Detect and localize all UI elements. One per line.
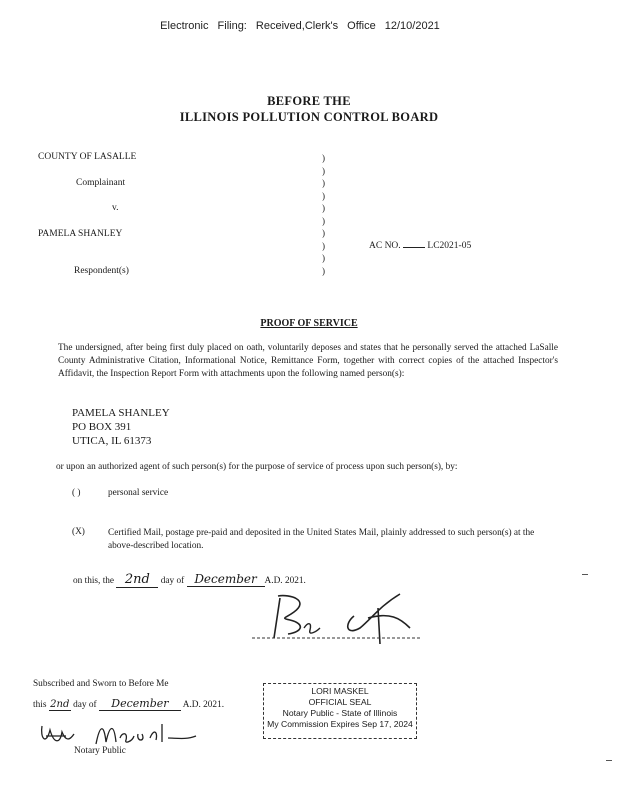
caption-respondent-name: PAMELA SHANLEY [38,229,123,239]
notary-date-line [33,697,224,711]
service-date-line [73,572,306,588]
notary-public-label: Notary Public [74,746,126,756]
notary-day-handwritten: 2nd [50,699,70,710]
header-before-the: BEFORE THE [267,94,351,108]
notary-month-handwritten: December [99,697,181,711]
caption-versus: v. [112,203,119,213]
notary-year: A.D. 2021. [182,700,225,710]
official-notary-seal [263,683,417,739]
header-board-name: ILLINOIS POLLUTION CONTROL BOARD [179,110,439,124]
caption-bracket: ) ) ) ) ) ) ) ) ) ) [322,153,325,276]
caption-complainant: Complainant [76,178,126,188]
option-personal-text: personal service [108,488,169,498]
ac-blank [403,247,425,248]
date-suffix: A.D. 2021. [264,576,306,586]
service-address [72,406,170,448]
seal-expiry: My Commission Expires Sep 17, 2024 [267,719,413,729]
date-month-handwritten: December [187,572,265,587]
ac-label: AC NO. [369,241,401,251]
agent-text: or upon an authorized agent of such person(s) for the purpose of service of process upon such person(s), by: [56,462,458,472]
proof-of-service-title: PROOF OF SERVICE [260,318,358,329]
ac-number: LC2021-05 [427,241,472,251]
seal-name: LORI MASKEL [311,686,369,696]
option-mail-text: Certified Mail, postage pre-paid and deposited in the United States Mail, plainly addressed to such person(s) at the above-described location. [108,528,535,551]
date-day-handwritten: 2nd [116,572,158,588]
notary-heading: Subscribed and Sworn to Before Me [33,679,169,689]
seal-title: OFFICIAL SEAL [308,697,372,707]
address-line1: PO BOX 391 [72,421,132,433]
option-mail-mark: (X) [72,527,85,537]
caption-respondent-label: Respondent(s) [74,266,129,276]
address-line2: UTICA, IL 61373 [72,435,152,447]
scan-mark [606,760,612,761]
seal-state: Notary Public - State of Illinois [282,708,398,718]
option-personal-mark: ( ) [72,488,81,498]
notary-day-of: day of [73,700,97,710]
server-signature [250,588,430,648]
scan-mark [582,574,588,575]
address-name: PAMELA SHANLEY [72,407,170,419]
caption-ac-number [369,241,471,251]
filing-stamp: Electronic Filing: Received,Clerk's Office 12/10/2021 [160,20,440,32]
proof-body-text: The undersigned, after being first duly placed on oath, voluntarily deposes and states that he personally served the attached LaSalle County Administrative Citation, Informational Notice, Remittance Form, together with correct copies of the attached Inspector's Affidavit, the Inspection Report Form with attachments upon the following named person(s): [58,343,558,379]
date-mid: day of [160,576,185,586]
notary-this: this [33,700,47,710]
caption-county: COUNTY OF LASALLE [38,152,137,162]
date-prefix: on this, the [73,576,115,586]
